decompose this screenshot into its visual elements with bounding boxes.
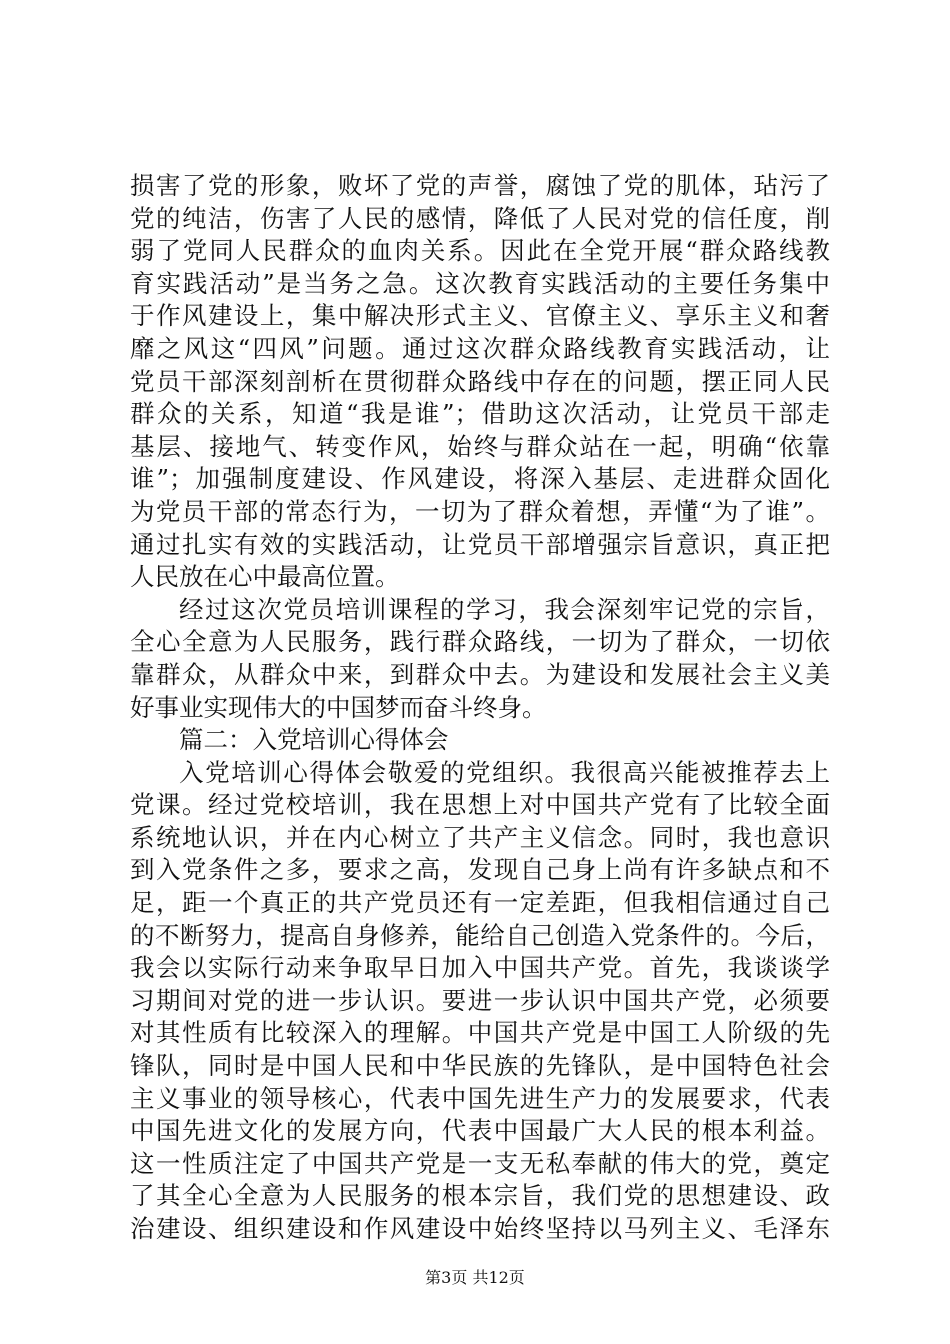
page-number-footer: 第3页 共12页 [425,1268,525,1287]
text-line: 通过扎实有效的实践活动，让党员干部增强宗旨意识，真正把 [130,529,830,559]
text-line: 这一性质注定了中国共产党是一支无私奉献的伟大的党，奠定 [130,1148,830,1178]
text-line: 党的纯洁，伤害了人民的感情，降低了人民对党的信任度，削 [130,203,830,233]
text-line: 损害了党的形象，败坏了党的声誉，腐蚀了党的肌体，玷污了 [130,171,830,200]
text-line: 党课。经过党校培训，我在思想上对中国共产党有了比较全面 [130,790,830,820]
text-line: 好事业实现伟大的中国梦而奋斗终身。 [130,692,547,722]
text-line: 入党培训心得体会敬爱的党组织。我很高兴能被推荐去上 [179,757,830,787]
text-line: 系统地认识，并在内心树立了共产主义信念。同时，我也意识 [130,822,830,852]
text-line: 中国先进文化的发展方向，代表中国最广大人民的根本利益。 [130,1116,830,1146]
text-line: 靠群众，从群众中来，到群众中去。为建设和发展社会主义美 [130,659,830,689]
text-line: 弱了党同人民群众的血肉关系。因此在全党开展“群众路线教 [130,236,830,266]
text-line: 我会以实际行动来争取早日加入中国共产党。首先，我谈谈学 [130,953,830,983]
section-heading: 篇二：入党培训心得体会 [179,725,449,755]
text-line: 人民放在心中最高位置。 [130,562,400,592]
document-body [130,170,830,1246]
text-line: 到入党条件之多，要求之高，发现自己身上尚有许多缺点和不 [130,855,830,885]
text-line: 主义事业的领导核心，代表中国先进生产力的发展要求，代表 [130,1083,830,1113]
text-line: 锋队，同时是中国人民和中华民族的先锋队，是中国特色社会 [130,1051,830,1081]
text-line: 群众的关系，知道“我是谁”；借助这次活动，让党员干部走 [130,399,830,429]
text-line: 经过这次党员培训课程的学习，我会深刻牢记党的宗旨， [179,594,830,624]
text-line: 靡之风这“四风”问题。通过这次群众路线教育实践活动，让 [130,333,830,363]
text-line: 谁”；加强制度建设、作风建设，将深入基层、走进群众固化 [130,464,830,494]
text-line: 足，距一个真正的共产党员还有一定差距，但我相信通过自己 [130,888,830,918]
text-line: 育实践活动”是当务之急。这次教育实践活动的主要任务集中 [130,268,830,298]
text-line: 治建设、组织建设和作风建设中始终坚持以马列主义、毛泽东 [130,1214,830,1243]
text-line: 全心全意为人民服务，践行群众路线，一切为了群众，一切依 [130,627,830,657]
text-line: 习期间对党的进一步认识。要进一步认识中国共产党，必须要 [130,985,830,1015]
text-line: 于作风建设上，集中解决形式主义、官僚主义、享乐主义和奢 [130,301,830,331]
text-line: 基层、接地气、转变作风，始终与群众站在一起，明确“依靠 [130,431,830,461]
text-line: 了其全心全意为人民服务的根本宗旨，我们党的思想建设、政 [130,1181,830,1211]
text-line: 党员干部深刻剖析在贯彻群众路线中存在的问题，摆正同人民 [130,366,830,396]
text-line: 为党员干部的常态行为，一切为了群众着想，弄懂“为了谁”。 [130,496,830,526]
text-line: 对其性质有比较深入的理解。中国共产党是中国工人阶级的先 [130,1018,830,1048]
text-line: 的不断努力，提高自身修养，能给自己创造入党条件的。今后， [130,920,830,950]
